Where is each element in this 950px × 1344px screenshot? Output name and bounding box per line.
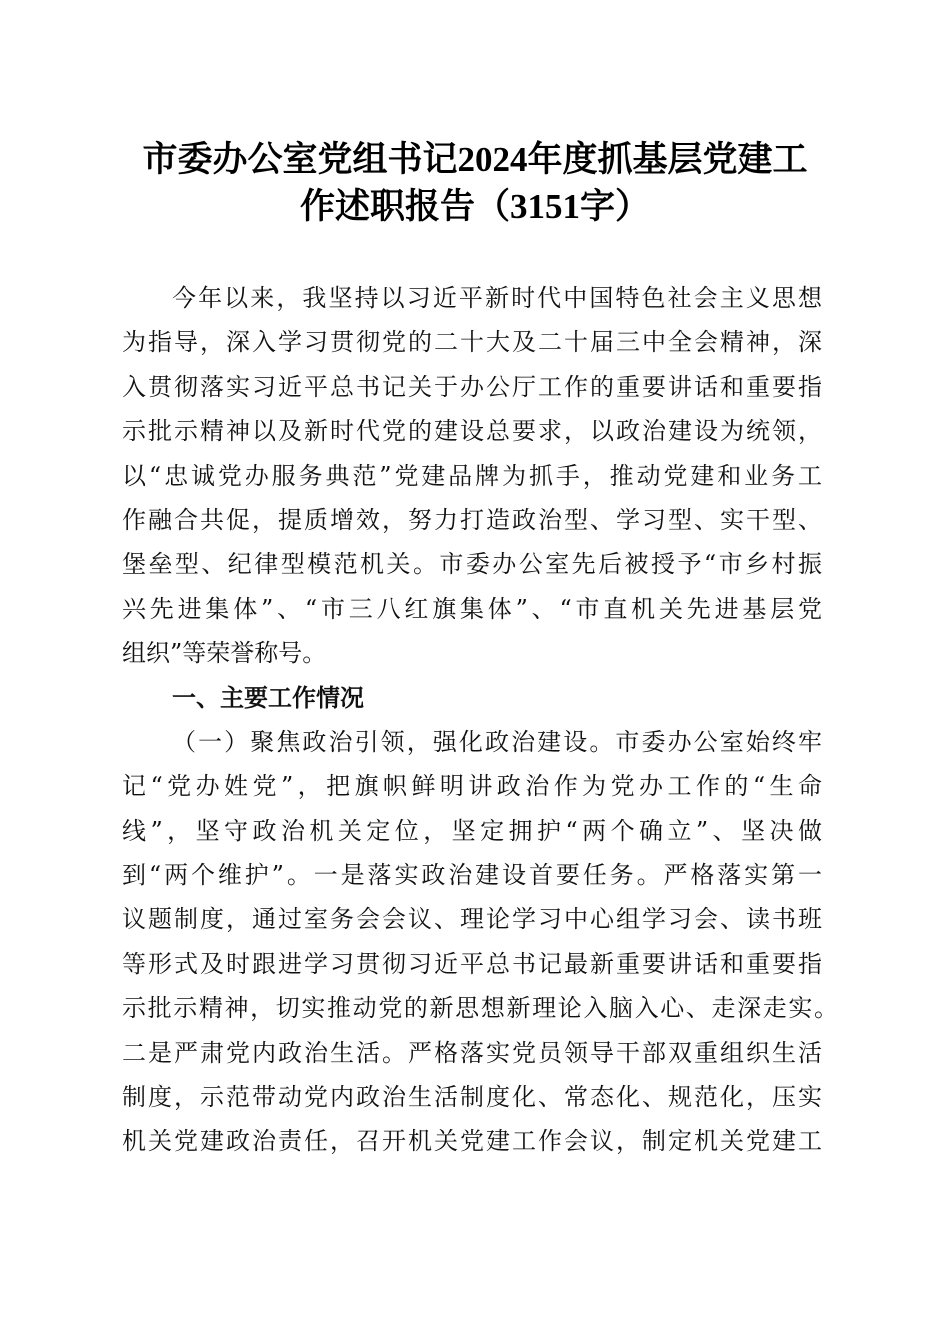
text-line: 组织”等荣誉称号。: [122, 639, 327, 668]
text-line: 示批示精神，切实推动党的新思想新理论入脑入心、走深走实。: [122, 994, 838, 1023]
text-line: 为指导，深入学习贯彻党的二十大及二十届三中全会精神，深: [122, 328, 822, 357]
text-line: （一）聚焦政治引领，强化政治建设。市委办公室始终牢: [172, 727, 822, 756]
text-line: 堡垒型、纪律型模范机关。市委办公室先后被授予“市乡村振: [122, 550, 822, 579]
document-body: [122, 276, 838, 1164]
document-title: [0, 136, 950, 230]
title-line-1: 市委办公室党组书记2024年度抓基层党建工: [142, 140, 808, 179]
text-line: 议题制度，通过室务会会议、理论学习中心组学习会、读书班: [122, 905, 822, 934]
text-line: 示批示精神以及新时代党的建设总要求，以政治建设为统领，: [122, 417, 822, 446]
text-line: 作融合共促，提质增效，努力打造政治型、学习型、实干型、: [122, 505, 822, 534]
text-line: 兴先进集体”、“市三八红旗集体”、“市直机关先进基层党: [122, 594, 822, 623]
text-line: 机关党建政治责任，召开机关党建工作会议，制定机关党建工: [122, 1127, 822, 1156]
text-line: 记“党办姓党”，把旗帜鲜明讲政治作为党办工作的“生命: [122, 772, 822, 801]
text-line: 制度，示范带动党内政治生活制度化、常态化、规范化，压实: [122, 1083, 822, 1112]
intro-paragraph: [122, 276, 822, 676]
text-line: 入贯彻落实习近平总书记关于办公厅工作的重要讲话和重要指: [122, 372, 822, 401]
section-heading: 一、主要工作情况: [172, 682, 364, 712]
text-line: 等形式及时跟进学习贯彻习近平总书记最新重要讲话和重要指: [122, 949, 822, 978]
title-line-2: 作述职报告（3151字）: [299, 187, 650, 226]
text-line: 二是严肃党内政治生活。严格落实党员领导干部双重组织生活: [122, 1038, 822, 1067]
section-paragraph: [122, 720, 838, 1164]
text-line: 到“两个维护”。一是落实政治建设首要任务。严格落实第一: [122, 861, 822, 890]
text-line: 今年以来，我坚持以习近平新时代中国特色社会主义思想: [172, 284, 822, 312]
text-line: 以“忠诚党办服务典范”党建品牌为抓手，推动党建和业务工: [122, 461, 822, 490]
text-line: 线”，坚守政治机关定位，坚定拥护“两个确立”、坚决做: [122, 816, 822, 845]
